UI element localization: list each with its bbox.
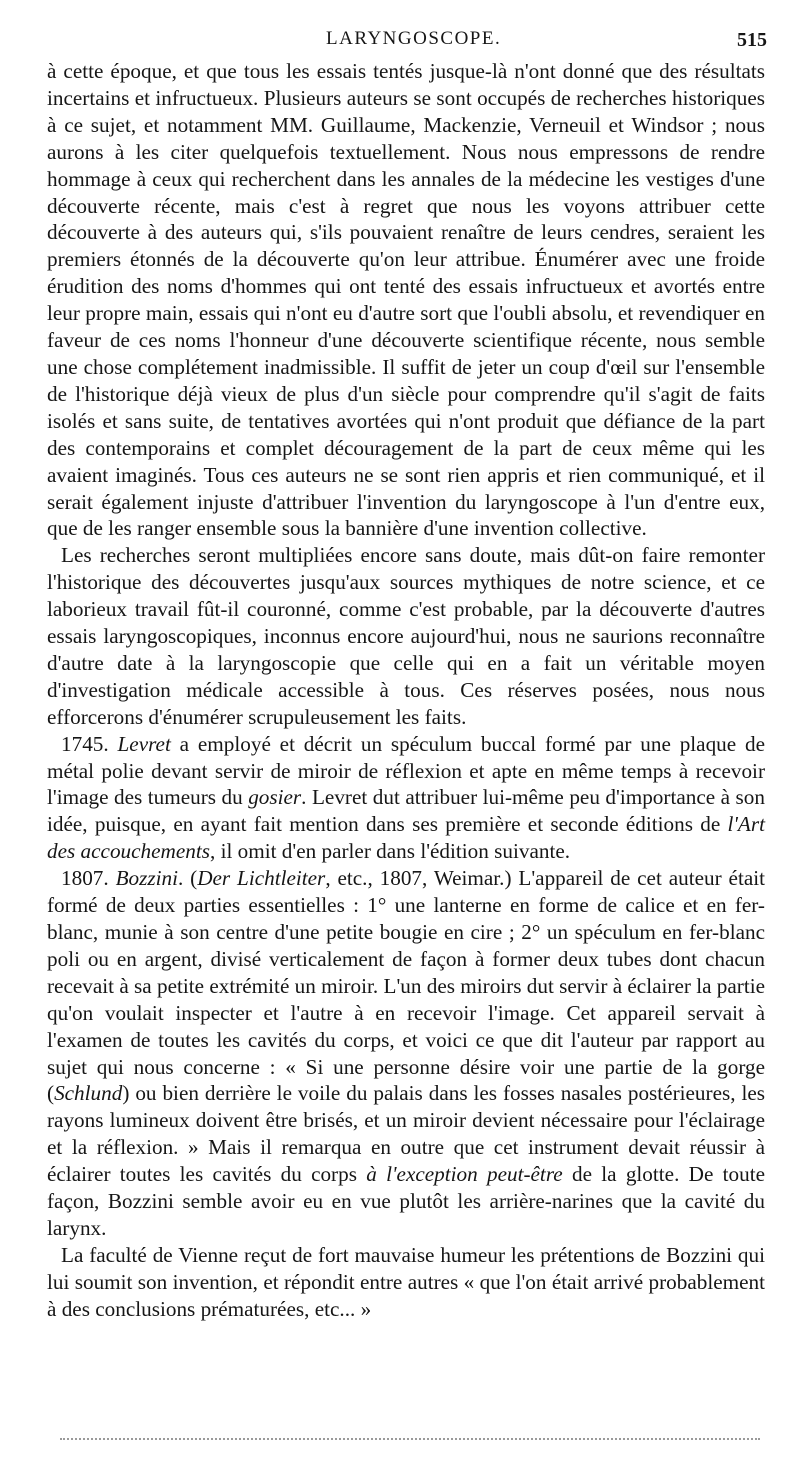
page-header xyxy=(0,28,800,58)
entry-text: , etc., 1807, Weimar.) L'appareil de cet auteur était formé de deux parties essentielles : 1° une lanterne en forme de calice et en fer-blanc, munie à son centre d'une petite bougie en cire ; 2° un spéculum en fer-blanc poli ou en argent, divisé verticalement de façon à former deux tubes dont chacun recevait à sa petite extrémité un miroir. L'un des miroirs dut servir à éclairer la partie qu'on voulait inspecter et l'autre à en recevoir l'image. Cet appareil servait à l'examen de toutes les cavités du corps, et voici ce que dit l'auteur par rapport au sujet qui nous concerne : « Si une personne désire voir une partie de la gorge ( xyxy=(47,866,766,1106)
body-text xyxy=(47,58,765,1323)
entry-author: Bozzini xyxy=(115,866,178,891)
paragraph-vienna: La faculté de Vienne reçut de fort mauvaise humeur les prétentions de Bozzini qui lui soumit son invention, et répondit entre autres « que l'on était arrivé probablement à des conclusions prématurées, etc... » xyxy=(47,1242,765,1321)
entry-year: 1807. xyxy=(61,866,109,891)
footer-dotted-rule xyxy=(60,1438,760,1440)
entry-text: ) ou bien derrière le voile du palais dans les fosses nasales postérieures, les rayons lumineux doivent être brisés, et un miroir devient nécessaire pour l'éclairage et la réflexion. » Mais il remarqua en outre que cet instrument devait réussir à éclairer toutes les cavités du corps xyxy=(47,1081,765,1187)
entry-text: . ( xyxy=(177,866,198,891)
entry-author: Levret xyxy=(117,731,171,756)
paragraph-continuation: à cette époque, et que tous les essais tentés jusque-là n'ont donné que des résultats incertains et infructueux. Plusieurs auteurs se sont occupés de recherches historiques à ce sujet, et notamment MM. Guillaume, Mackenzie, Verneuil et Windsor ; nous aurons à les citer quelquefois textuellement. Nous nous empressons de rendre hommage à ceux qui recherchent dans les annales de la médecine les vestiges d'une découverte récente, mais c'est à regret que nous les voyons attribuer cette découverte à des auteurs qui, s'ils pouvaient renaître de leurs cendres, seraient les premiers étonnés de la découverte qu'on leur attribue. Énumérer avec une froide érudition des noms d'hommes qui ont tenté des essais infructueux et avortés entre leur propre main, essais qui n'ont eu d'autre sort que l'oubli absolu, et revendiquer en faveur de ces noms l'honneur d'une découverte scientifique récente, nous semble une chose complétement inadmissible. Il suffit de jeter un coup d'œil sur l'ensemble de l'historique déjà vieux de plus d'un siècle pour comprendre qu'il s'agit de faits isolés et sans suite, de tentatives avortées qui n'ont produit que défiance de la part des contemporains et complet découragement de la part de ceux même qui les avaient imaginés. Tous ces auteurs ne se sont rien appris et rien communiqué, et il serait également injuste d'attribuer l'invention du laryngoscope à l'un d'entre eux, que de les ranger ensemble sous la bannière d'une invention collective. xyxy=(47,59,765,541)
entry-year: 1745. xyxy=(61,731,109,756)
paragraph-research: Les recherches seront multipliées encore sans doute, mais dût-on faire remonter l'historique des découvertes jusqu'aux sources mythiques de notre science, et ce laborieux travail fût-il couronné, comme c'est probable, par la découverte d'autres essais laryngoscopiques, inconnus encore aujourd'hui, nous ne saurions reconnaître d'autre date à la laryngoscopie que celle qui en a fait un véritable moyen d'investigation médicale accessible à tous. Ces réserves posées, nous nous efforcerons d'énumérer scrupuleusement les faits. xyxy=(47,543,765,729)
book-title: Der Lichtleiter xyxy=(197,866,326,891)
entry-text: . Levret dut attribuer lui-même peu d'importance à son idée, puisque, en ayant fait mention dans ses première et seconde éditions de xyxy=(47,785,765,837)
paragraph-levret xyxy=(47,731,765,866)
entry-text: , il omit d'en parler dans l'édition suivante. xyxy=(209,839,571,864)
italic-term: à l'exception peut-être xyxy=(366,1162,563,1187)
entry-text: de la glotte. De toute façon, Bozzini semble avoir eu en vue plutôt les arrière-narines que la cavité du larynx. xyxy=(47,1162,765,1240)
running-title: LARYNGOSCOPE. xyxy=(326,28,502,49)
page-number: 515 xyxy=(737,29,767,51)
entry-text: a employé et décrit un spéculum buccal formé par une plaque de métal polie devant servir de miroir de réflexion et apte en même temps à recevoir l'image des tumeurs du xyxy=(47,731,766,810)
book-title: l'Art des accouchements xyxy=(47,812,765,864)
paragraph-bozzini xyxy=(47,865,765,1242)
italic-term: Schlund xyxy=(54,1081,123,1106)
italic-term: gosier xyxy=(248,785,302,810)
